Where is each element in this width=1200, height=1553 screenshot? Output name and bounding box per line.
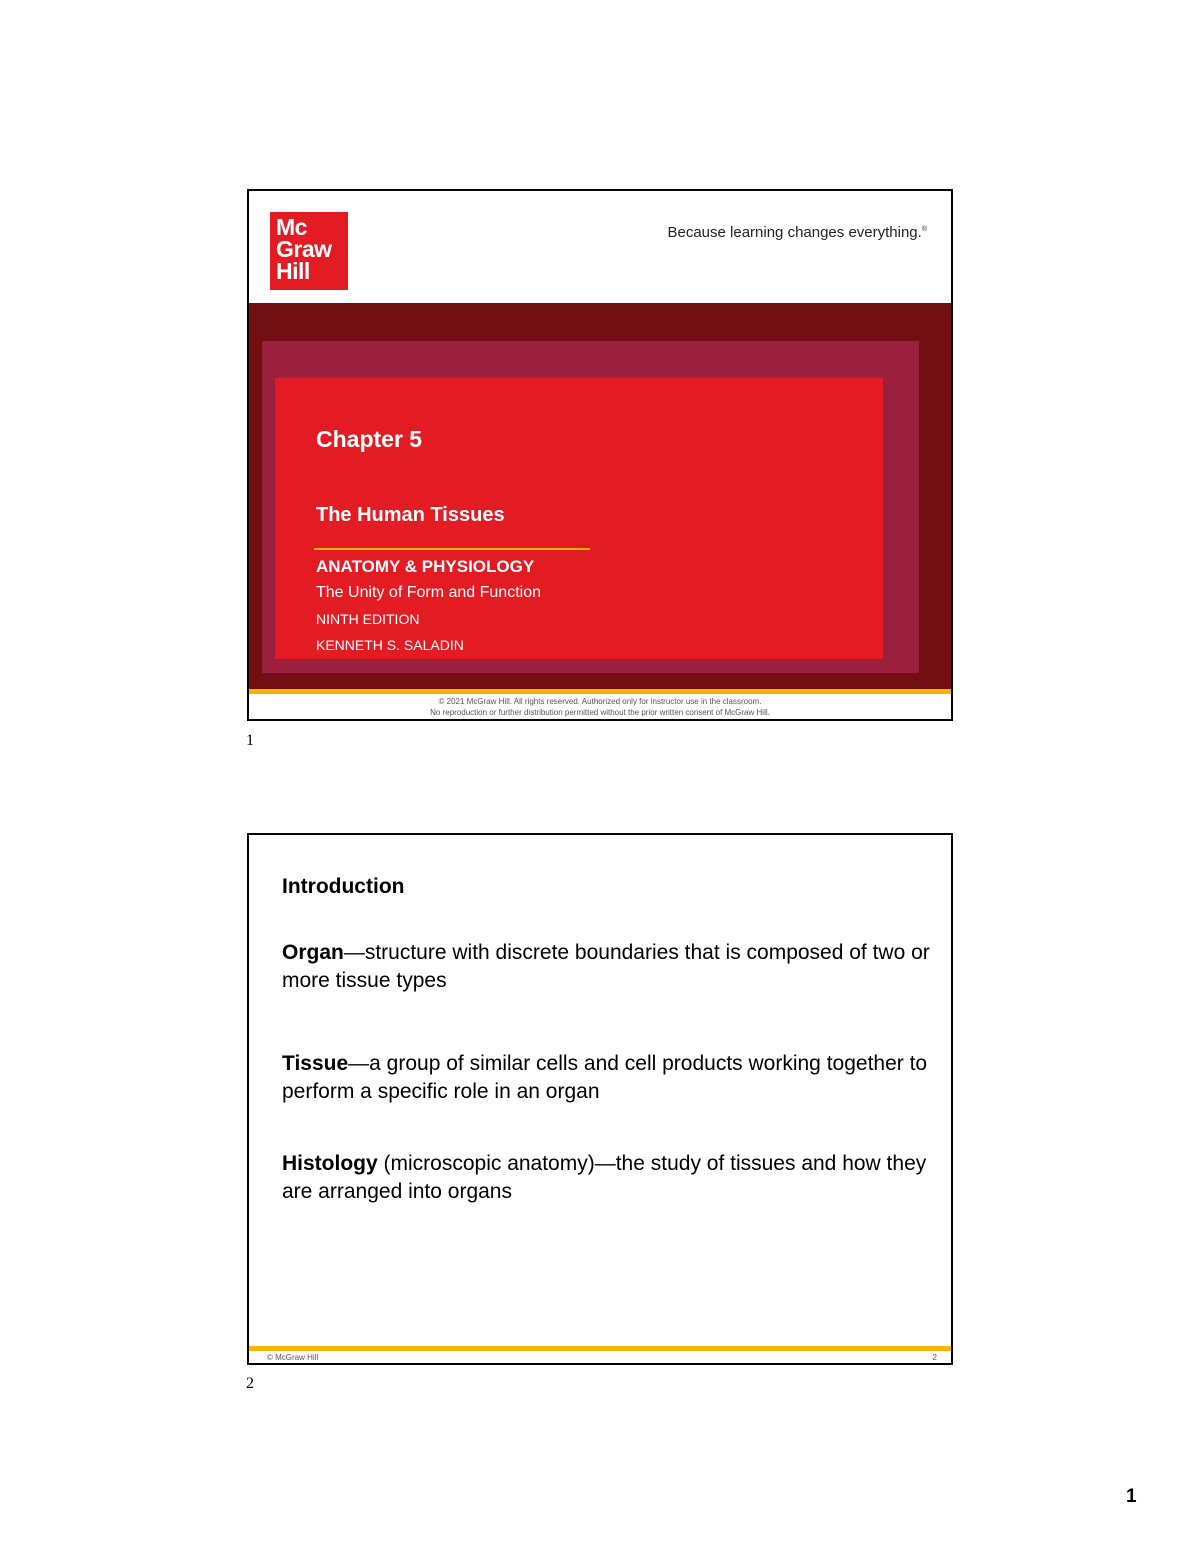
definition-histology: Histology (microscopic anatomy)—the study of tissues and how they are arranged into organs: [282, 1152, 927, 1203]
slide-heading: Introduction: [282, 875, 405, 898]
footer-slide-number: 2: [932, 1353, 937, 1362]
title-panel: [275, 378, 883, 659]
copyright-notice: © 2021 McGraw Hill. All rights reserved. Authorized only for instructor use in the classroom. No reproduction or further distribution permitted without the prior written consent of McGraw Hill.: [430, 697, 770, 717]
page-number: 1: [1126, 1486, 1137, 1507]
definition-tissue: Tissue—a group of similar cells and cell products working together to perform a specific role in an organ: [282, 1052, 928, 1103]
footer-copyright: © McGraw Hill: [267, 1353, 319, 1362]
tagline: Because learning changes everything.®: [667, 224, 927, 241]
book-subtitle: The Unity of Form and Function: [316, 584, 541, 601]
definition-organ: Organ—structure with discrete boundaries that is composed of two or more tissue types: [282, 941, 930, 992]
book-edition: NINTH EDITION: [316, 611, 420, 627]
book-author: KENNETH S. SALADIN: [316, 637, 464, 653]
chapter-number: Chapter 5: [316, 426, 423, 452]
footer-accent-bar: [249, 1346, 951, 1351]
book-title: ANATOMY & PHYSIOLOGY: [316, 557, 535, 576]
introduction-slide: [247, 833, 953, 1365]
footer-accent-bar: [249, 689, 951, 694]
slide-label-1: 1: [246, 732, 254, 749]
slide-label-2: 2: [246, 1375, 254, 1392]
title-divider: [314, 548, 590, 550]
mcgraw-hill-logo: Mc Graw Hill: [270, 212, 348, 290]
registered-mark: ®: [921, 226, 927, 233]
chapter-title: The Human Tissues: [316, 504, 505, 526]
title-slide: [247, 189, 953, 721]
